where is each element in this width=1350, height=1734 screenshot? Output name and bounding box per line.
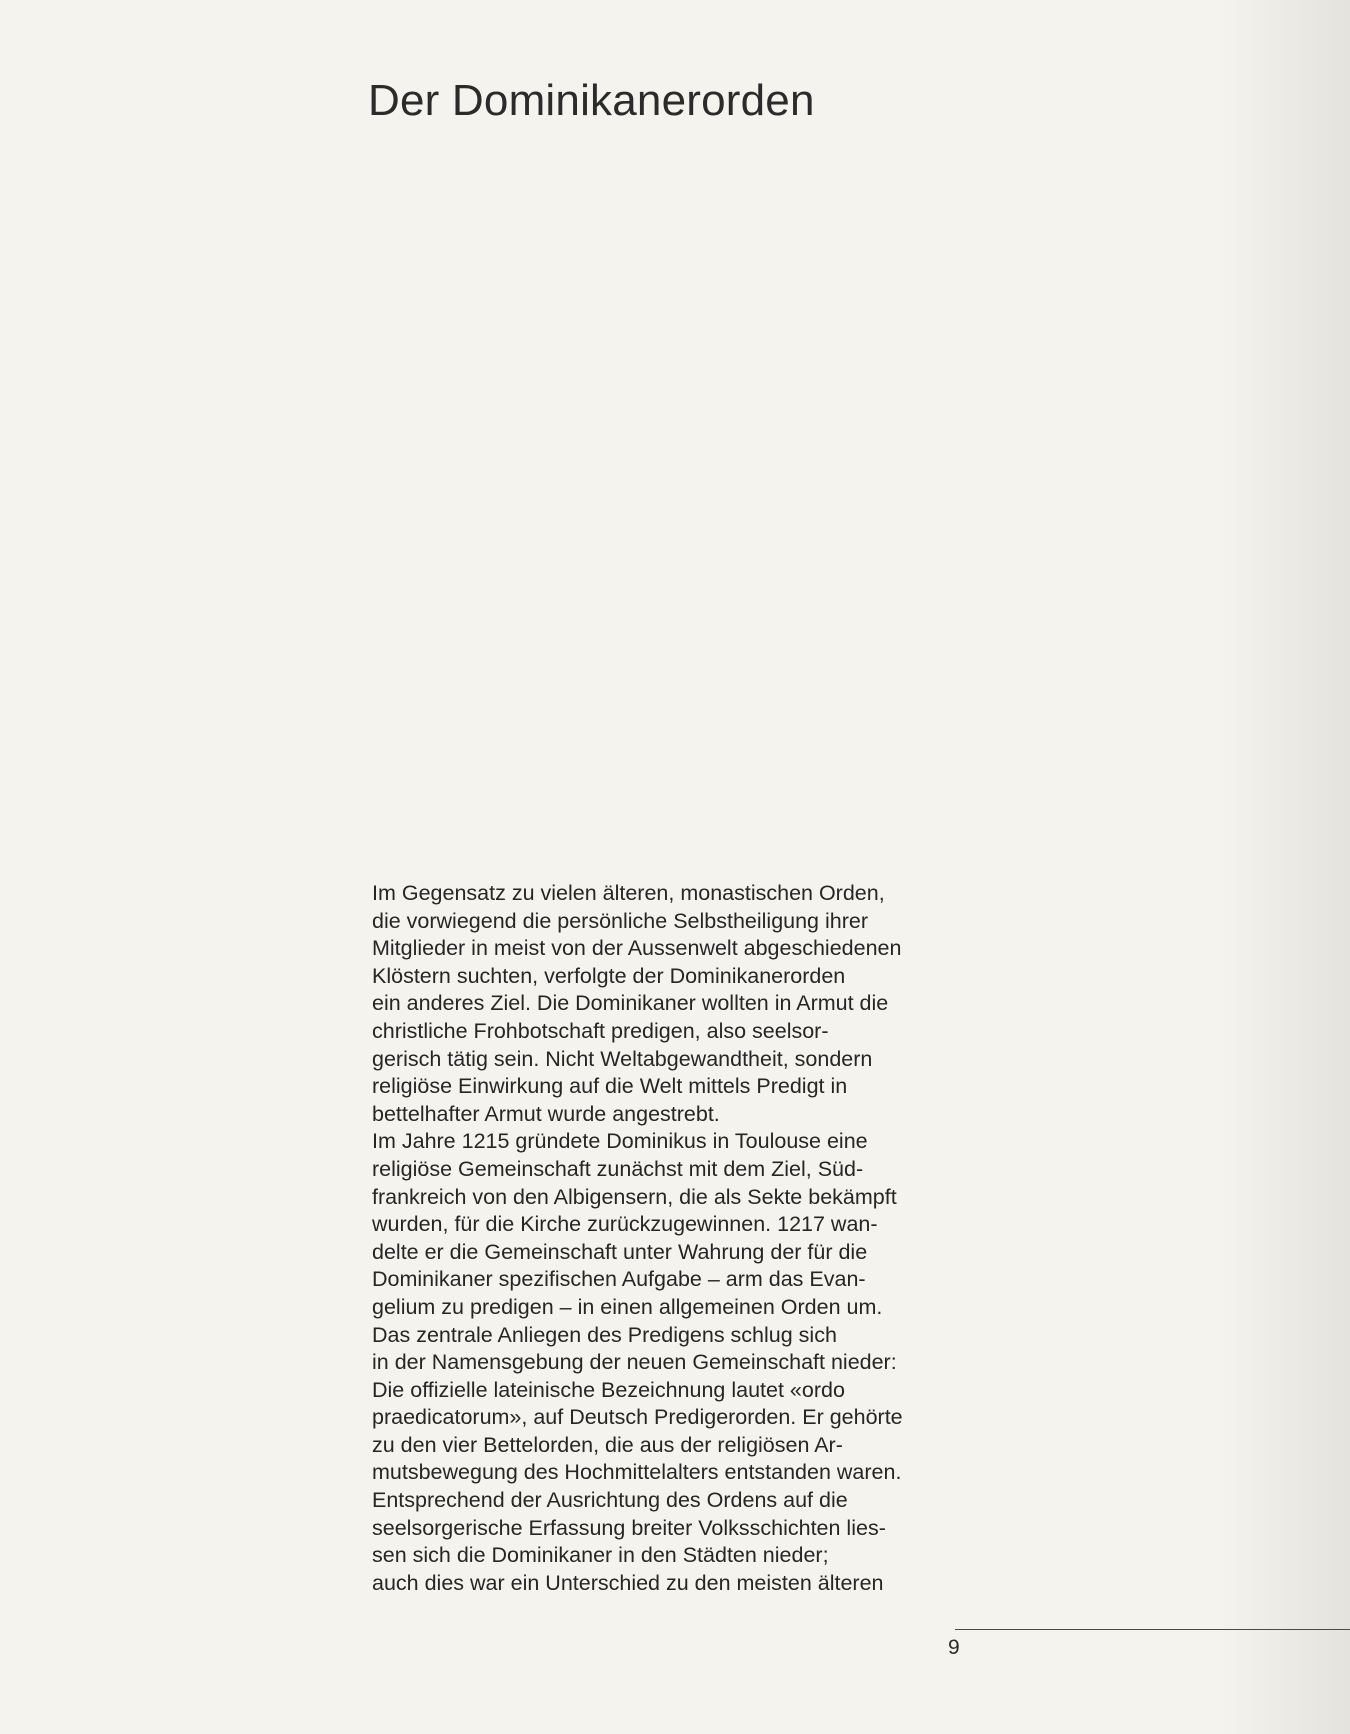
body-line: Klöstern suchten, verfolgte der Dominikanerorden xyxy=(372,963,846,988)
body-line: religiöse Einwirkung auf die Welt mittels Predigt in xyxy=(372,1074,848,1099)
body-line: in der Namensgebung der neuen Gemeinschaft nieder: xyxy=(372,1350,897,1375)
body-line: religiöse Gemeinschaft zunächst mit dem Ziel, Süd- xyxy=(372,1156,864,1181)
footer-rule xyxy=(955,1629,1350,1630)
body-line: ein anderes Ziel. Die Dominikaner wollten in Armut die xyxy=(372,991,889,1016)
page-edge-shadow xyxy=(1220,0,1350,1734)
body-text xyxy=(372,880,972,1597)
body-line: zu den vier Bettelorden, die aus der religiösen Ar- xyxy=(372,1432,843,1457)
body-line: auch dies war ein Unterschied zu den meisten älteren xyxy=(372,1570,884,1595)
body-line: wurden, für die Kirche zurückzugewinnen. 1217 wan- xyxy=(372,1212,878,1237)
body-line: Mitglieder in meist von der Aussenwelt abgeschiedenen xyxy=(372,936,902,961)
body-line: gelium zu predigen – in einen allgemeinen Orden um. xyxy=(372,1294,883,1319)
body-line: Das zentrale Anliegen des Predigens schlug sich xyxy=(372,1322,837,1347)
page-title: Der Dominikanerorden xyxy=(368,76,815,125)
body-line: sen sich die Dominikaner in den Städten nieder; xyxy=(372,1543,829,1568)
body-line: christliche Frohbotschaft predigen, also seelsor- xyxy=(372,1018,829,1043)
body-line: die vorwiegend die persönliche Selbstheiligung ihrer xyxy=(372,908,869,933)
body-line: praedicatorum», auf Deutsch Predigerorden. Er gehörte xyxy=(372,1405,903,1430)
body-line: Entsprechend der Ausrichtung des Ordens auf die xyxy=(372,1488,848,1513)
body-line: Im Jahre 1215 gründete Dominikus in Toulouse eine xyxy=(372,1129,868,1154)
body-line: Die offizielle lateinische Bezeichnung lautet «ordo xyxy=(372,1377,845,1402)
body-line: Im Gegensatz zu vielen älteren, monastischen Orden, xyxy=(372,881,885,905)
body-line: bettelhafter Armut wurde angestrebt. xyxy=(372,1101,720,1126)
body-line: Dominikaner spezifischen Aufgabe – arm das Evan- xyxy=(372,1267,866,1292)
body-line: frankreich von den Albigensern, die als Sekte bekämpft xyxy=(372,1184,897,1209)
body-line: mutsbewegung des Hochmittelalters entstanden waren. xyxy=(372,1460,902,1485)
body-line: gerisch tätig sein. Nicht Weltabgewandtheit, sondern xyxy=(372,1046,873,1071)
body-line: seelsorgerische Erfassung breiter Volksschichten lies- xyxy=(372,1515,886,1540)
page-number: 9 xyxy=(948,1636,960,1659)
body-line: delte er die Gemeinschaft unter Wahrung der für die xyxy=(372,1239,868,1264)
